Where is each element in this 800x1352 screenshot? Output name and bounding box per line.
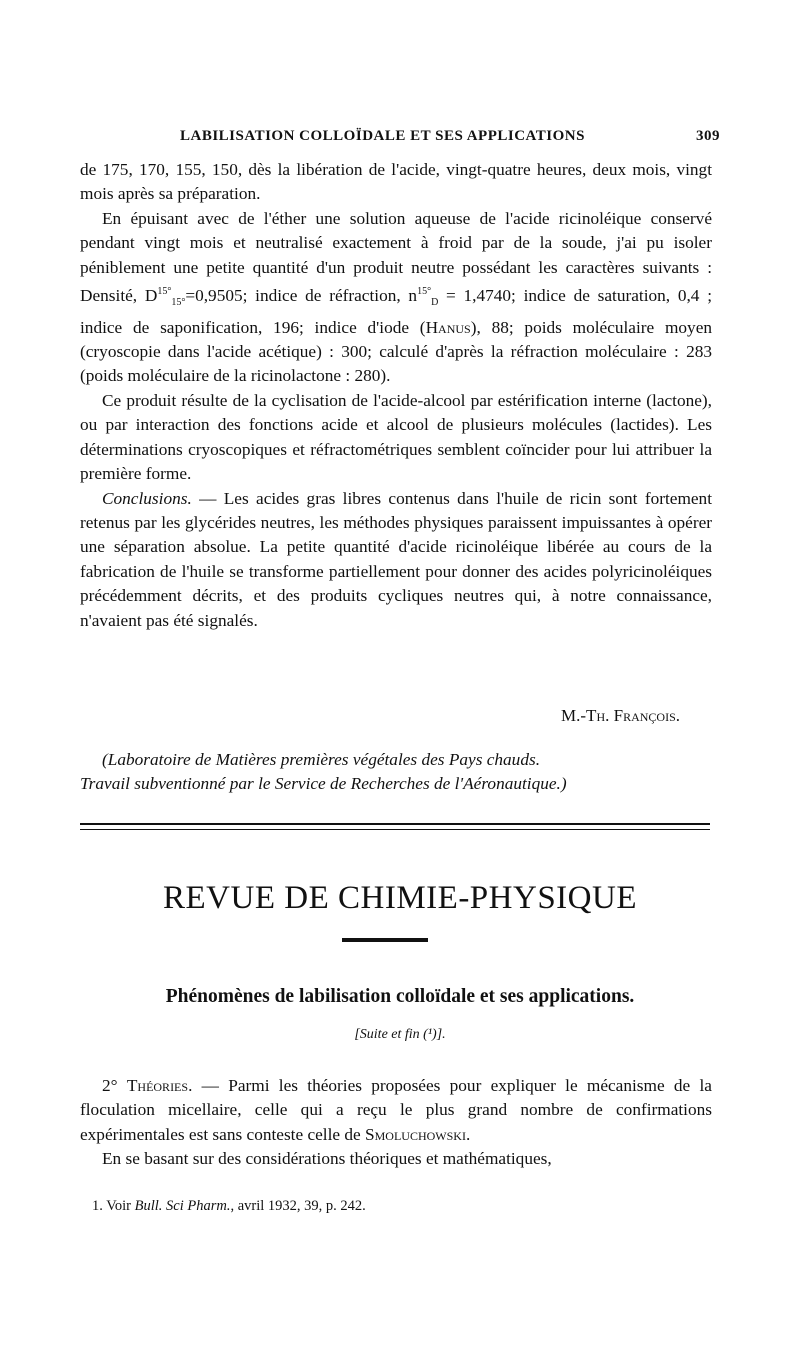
- theories-end: .: [465, 1124, 471, 1144]
- paragraph-4: [80, 487, 712, 633]
- conclusions-lead: Conclusions.: [102, 488, 192, 508]
- article-title: Phénomènes de labilisation colloïdale et ses applications.: [165, 986, 635, 1007]
- paragraph-4-text: — Les acides gras libres contenus dans l'huile de ricin sont fortement retenus par les glycérides neutres, les méthodes physiques paraissent impuissantes à opérer une séparation absolue. La petite quantité d'acide ricinoléique libérée au cours de la fabrication de l'huile se transforme partiellement pour donner des acides polyricinoléiques précédemment décrits, et des produits cycliques neutres qui, à notre connaissance, n'avaient pas été signalés.: [80, 488, 712, 630]
- refraction-superscript: 15°: [417, 286, 432, 298]
- refraction-subscript: D: [431, 297, 439, 309]
- considerations-paragraph: En se basant sur des considérations théoriques et mathématiques,: [102, 1149, 552, 1169]
- footnote-text-b: , avril 1932, 39, p. 242.: [230, 1198, 366, 1214]
- article-subtitle: [Suite et fin (¹)].: [354, 1027, 446, 1042]
- author-signature: M.-Th. François.: [561, 706, 680, 725]
- footnote-number: 1.: [92, 1198, 103, 1214]
- density-subscript: 15°: [171, 297, 186, 309]
- laboratory-note-line-2: Travail subventionné par le Service de Recherches de l'Aéronautique.): [80, 774, 567, 794]
- laboratory-note-line-1: (Laboratoire de Matières premières végétales des Pays chauds.: [102, 750, 541, 769]
- author-smoluchowski: Smoluchowski: [365, 1124, 466, 1144]
- footnote-journal: Bull. Sci Pharm.: [134, 1198, 231, 1214]
- page-number: 309: [696, 128, 720, 144]
- author-hanus: Hanus: [425, 317, 471, 337]
- paragraph-2: [80, 207, 712, 389]
- title-underline-bar: [342, 938, 428, 942]
- paragraph-3: Ce produit résulte de la cyclisation de l'acide-alcool par estérification interne (lactone), ou par interaction des fonctions acide et alcool de plusieurs molécules (lactides). Les déterminations cryoscopiques et réfractométriques semblent coïncider pour lui attribuer la première forme.: [80, 390, 712, 484]
- theories-text: — Parmi les théories proposées pour expliquer le mécanisme de la floculation micellaire, celle qui a reçu le plus grand nombre de confirmations expérimentales est sans conteste celle de: [80, 1076, 712, 1144]
- theories-lead: Théories.: [126, 1076, 193, 1095]
- section-divider-thin: [80, 829, 710, 830]
- footnote: [92, 1198, 366, 1215]
- paragraph-1: de 175, 170, 155, 150, dès la libération de l'acide, vingt-quatre heures, deux mois, vingt mois après sa préparation.: [80, 160, 712, 204]
- section-number: 2°: [102, 1076, 118, 1095]
- paragraph-2-text-b: =0,9505; indice de réfraction, n: [185, 285, 418, 305]
- running-head-title: LABILISATION COLLOÏDALE ET SES APPLICATIONS: [180, 128, 585, 144]
- paragraph-2-text-d: ), 88; poids moléculaire moyen (cryoscopie dans l'acide acétique) : 300; calculé d'après la réfraction moléculaire : 283 (poids moléculaire de la ricinolactone : 280).: [80, 317, 713, 386]
- article-body-bottom: [80, 1074, 712, 1172]
- paragraph-2-text-a: En épuisant avec de l'éther une solution aqueuse de l'acide ricinoléique conservé pendant vingt mois et neutralisé exactement à froid par de la soude, j'ai pu isoler péniblement une petite quantité d'un produit neutre possédant les caractères suivants : Densité, D: [80, 208, 712, 305]
- laboratory-note: [80, 748, 712, 797]
- density-superscript: 15°: [157, 286, 172, 298]
- section-title: REVUE DE CHIMIE-PHYSIQUE: [163, 880, 637, 916]
- article-body-top: [80, 158, 712, 633]
- theories-paragraph: [80, 1074, 712, 1147]
- section-divider-thick: [80, 823, 710, 825]
- paragraph-2-text-c: = 1,4740; indice de saturation, 0,4 ; indice de saponification, 196; indice d'iode (: [80, 285, 712, 337]
- footnote-text-a: Voir: [106, 1198, 135, 1214]
